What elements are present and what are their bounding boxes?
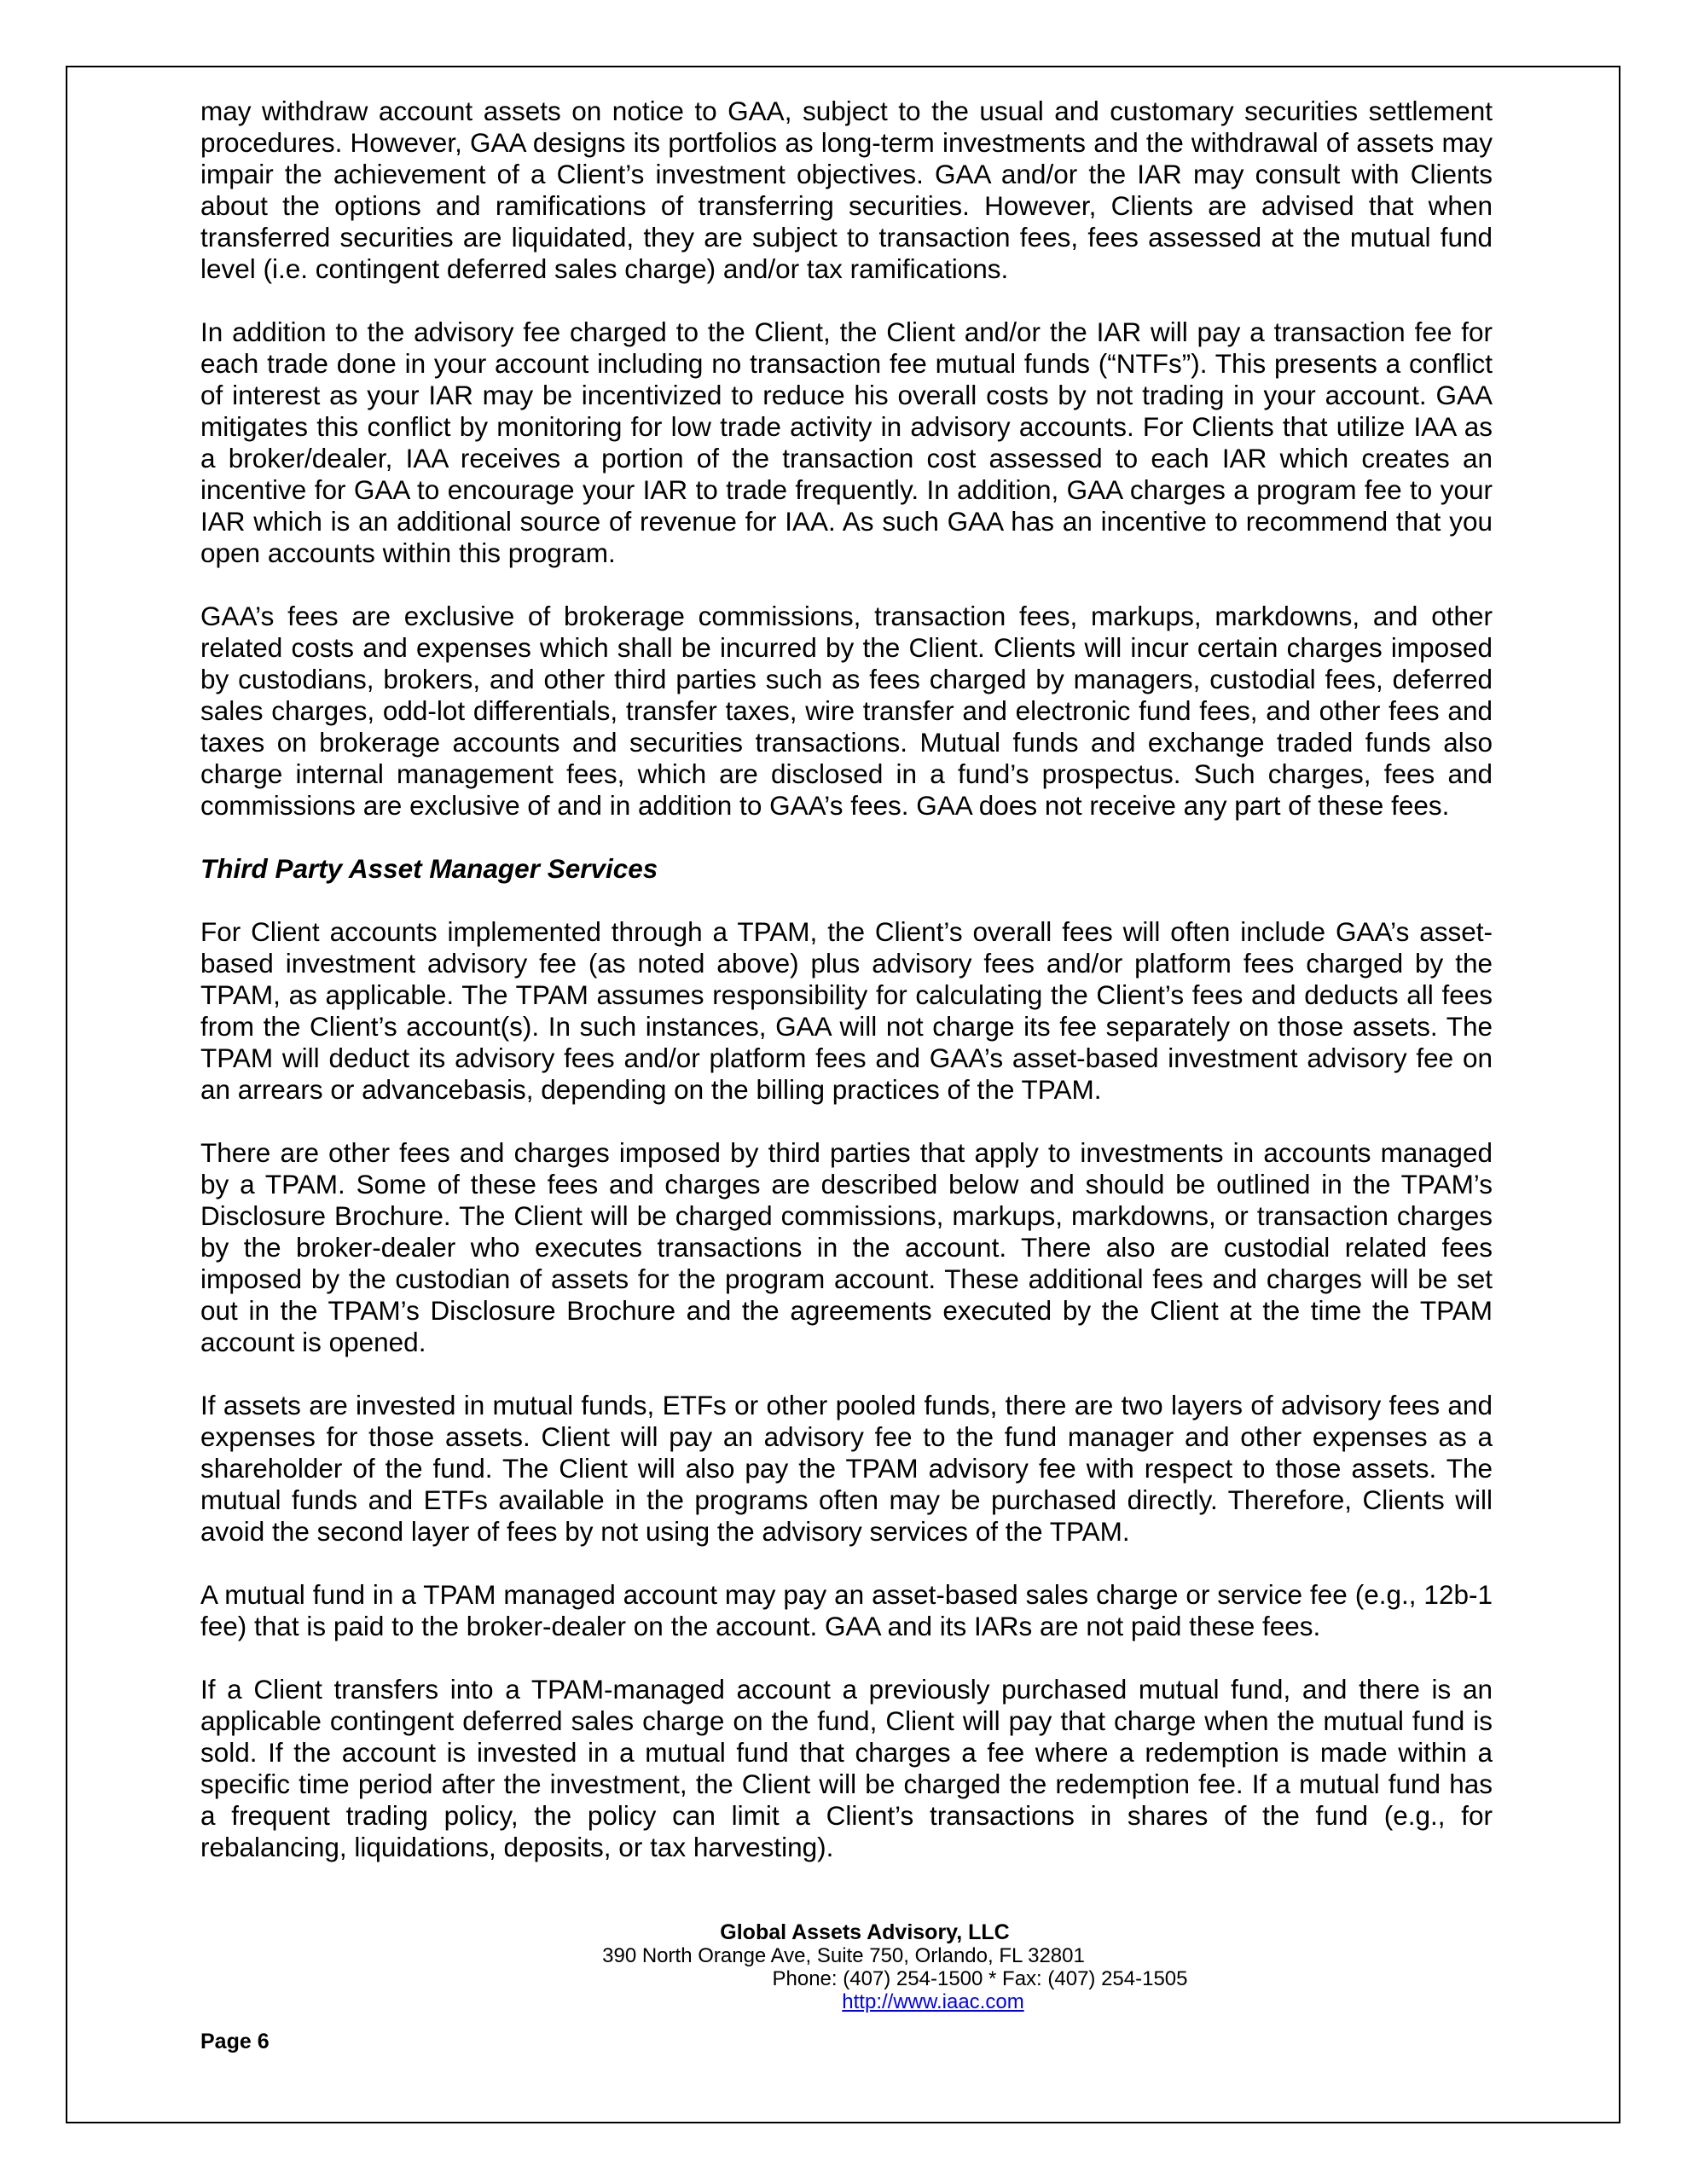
footer-website: [0, 1990, 1687, 2013]
footer-company: Global Assets Advisory, LLC: [720, 1920, 1010, 1944]
paragraph-12b1-fee: A mutual fund in a TPAM managed account may pay an asset-based sales charge or service fee (e.g., 12b-1 fee) that is paid to the broker-dealer on the account. GAA and its IARs are not paid these fees.: [200, 1579, 1493, 1641]
paragraph-tpam-overall-fees: For Client accounts implemented through a TPAM, the Client’s overall fees will often include GAA’s asset-based investment advisory fee (as noted above) plus advisory fees and/or platform fees charged by the TPAM, as applicable. The TPAM assumes responsibility for calculating the Client’s fees and deducts all fees from the Client’s account(s). In such instances, GAA will not charge its fee separately on those assets. The TPAM will deduct its advisory fees and/or platform fees and GAA’s asset-based investment advisory fee on an arrears or advancebasis, depending on the billing practices of the TPAM.: [200, 916, 1493, 1105]
page-number: Page 6: [200, 2030, 270, 2053]
paragraph-transaction-fee: In addition to the advisory fee charged to the Client, the Client and/or the IAR will pay a transaction fee for each trade done in your account including no transaction fee mutual funds (“NTFs”). This presents a conflict of interest as your IAR may be incentivized to reduce his overall costs by not trading in your account. GAA mitigates this conflict by monitoring for low trade activity in advisory accounts. For Clients that utilize IAA as a broker/dealer, IAA receives a portion of the transaction cost assessed to each IAR which creates an incentive for GAA to encourage your IAR to trade frequently. In addition, GAA charges a program fee to your IAR which is an additional source of revenue for IAA. As such GAA has an incentive to recommend that you open accounts within this program.: [200, 317, 1493, 568]
footer-phone: Phone: (407) 254-1500 * Fax: (407) 254-1505: [772, 1967, 1188, 1990]
section-heading-tpam: Third Party Asset Manager Services: [200, 853, 658, 884]
page-footer: [0, 1921, 1687, 2013]
paragraph-transfer-cdsc: If a Client transfers into a TPAM-managed account a previously purchased mutual fund, and there is an applicable contingent deferred sales charge on the fund, Client will pay that charge when the mutual fund is sold. If the account is invested in a mutual fund that charges a fee where a redemption is made within a specific time period after the investment, the Client will be charged the redemption fee. If a mutual fund has a frequent trading policy, the policy can limit a Client’s transactions in shares of the fund (e.g., for rebalancing, liquidations, deposits, or tax harvesting).: [200, 1674, 1493, 1862]
paragraph-exclusive-fees: GAA’s fees are exclusive of brokerage commissions, transaction fees, markups, markdowns, and other related costs and expenses which shall be incurred by the Client. Clients will incur certain charges imposed by custodians, brokers, and other third parties such as fees charged by managers, custodial fees, deferred sales charges, odd-lot differentials, transfer taxes, wire transfer and electronic fund fees, and other fees and taxes on brokerage accounts and securities transactions. Mutual funds and exchange traded funds also charge internal management fees, which are disclosed in a fund’s prospectus. Such charges, fees and commissions are exclusive of and in addition to GAA’s fees. GAA does not receive any part of these fees.: [200, 601, 1493, 821]
footer-address: 390 North Orange Ave, Suite 750, Orlando, FL 32801: [602, 1944, 1085, 1967]
paragraph-pooled-funds: If assets are invested in mutual funds, ETFs or other pooled funds, there are two layers of advisory fees and expenses for those assets. Client will pay an advisory fee to the fund manager and other expenses as a shareholder of the fund. The Client will also pay the TPAM advisory fee with respect to those assets. The mutual funds and ETFs available in the programs often may be purchased directly. Therefore, Clients will avoid the second layer of fees by not using the advisory services of the TPAM.: [200, 1390, 1493, 1547]
document-body: [200, 96, 1493, 1895]
paragraph-withdrawal: may withdraw account assets on notice to GAA, subject to the usual and customary securities settlement procedures. However, GAA designs its portfolios as long-term investments and the withdrawal of assets may impair the achievement of a Client’s investment objectives. GAA and/or the IAR may consult with Clients about the options and ramifications of transferring securities. However, Clients are advised that when transferred securities are liquidated, they are subject to transaction fees, fees assessed at the mutual fund level (i.e. contingent deferred sales charge) and/or tax ramifications.: [200, 96, 1493, 284]
website-link[interactable]: http://www.iaac.com: [842, 1990, 1024, 2013]
paragraph-tpam-third-party-fees: There are other fees and charges imposed by third parties that apply to investments in accounts managed by a TPAM. Some of these fees and charges are described below and should be outlined in the TPAM’s Disclosure Brochure. The Client will be charged commissions, markups, markdowns, or transaction charges by the broker-dealer who executes transactions in the account. There also are custodial related fees imposed by the custodian of assets for the program account. These additional fees and charges will be set out in the TPAM’s Disclosure Brochure and the agreements executed by the Client at the time the TPAM account is opened.: [200, 1137, 1493, 1357]
